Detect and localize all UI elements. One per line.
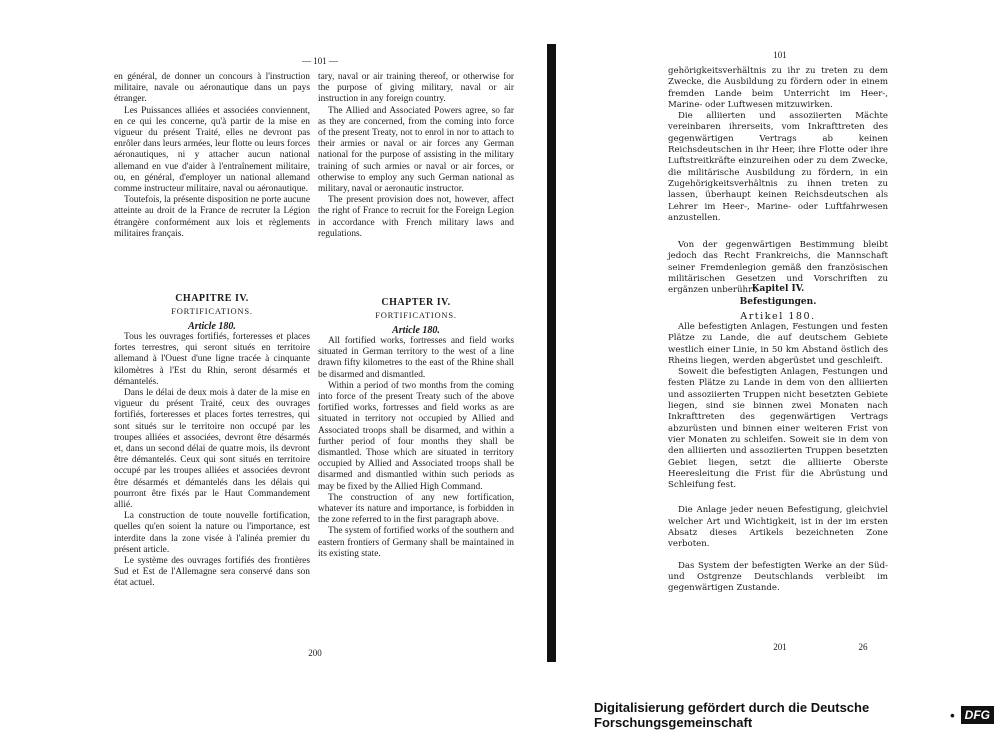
fr-top-paragraph: en général, de donner un concours à l'instruction militaire, navale ou aéronautique dans un pays étranger. bbox=[114, 72, 310, 105]
fr-article-paragraph: Le système des ouvrages fortifiés des frontières Sud et Est de l'Allemagne sera conservé dans son état actuel. bbox=[114, 556, 310, 589]
en-article-paragraph: Within a period of two months from the coming into force of the present Treaty such of the above fortified works, fortresses and field works as are situated in territory not occupied by Allied and Associated troops shall be disarmed, and within a further period of four months they shall be dismantled. Those which are situated in territory occupied by Allied and Associated troops shall be disarmed and dismantled within such periods as may be fixed by the Allied High Command. bbox=[318, 380, 514, 492]
de-article-paragraph: Die Anlage jeder neuen Befestigung, gleichviel welcher Art und Wichtigkeit, ist in der im ersten Absatz dieses Artikels bezeichneten Zone verboten. bbox=[668, 505, 888, 550]
fr-article-paragraph: Dans le délai de deux mois à dater de la mise en vigueur du présent Traité, ceux des ouvrages fortifiés, forteresses et places fortes terrestres, qui sont situés sur le territoire non occupé par les troupes alliées et associées, devront être désarmés et, dans un second délai de quatre mois, ils devront être démantelés. Ceux qui sont situés en territoire occupé par les troupes alliées et associées devront être désarmés et démantelés dans les délais qui pourront être fixés par le Haut Commandement allié. bbox=[114, 388, 310, 511]
left-page-footer-number: 200 bbox=[308, 648, 322, 658]
de-top-paragraph: gehörigkeitsverhältnis zu ihr zu treten zu dem Zwecke, die Ausbildung zu fördern oder in einem fremden Lande beim Unterricht im Heer-, Marine- oder Luftwesen mitzuwirken. bbox=[668, 66, 888, 110]
de-chapter bbox=[668, 284, 888, 595]
fr-article-title: Article 180. bbox=[188, 321, 236, 332]
fr-chapter bbox=[114, 293, 310, 590]
footer-text: Digitalisierung gefördert durch die Deutsche Forschungsgemeinschaft bbox=[594, 700, 870, 730]
en-chapter bbox=[318, 297, 514, 560]
right-page-header-number: 101 bbox=[773, 50, 787, 60]
en-article-paragraph: The construction of any new fortification, whatever its nature and importance, is forbidden in the zone referred to in the first paragraph above. bbox=[318, 492, 514, 526]
en-top-column bbox=[318, 72, 514, 240]
en-top-paragraph: The Allied and Associated Powers agree, so far as they are concerned, from the coming into force of the present Treaty, not to enrol in nor to attach to their armies or naval or air forces any German national for the purpose of assisting in the military training of such armies or naval or air forces, or otherwise to employ any such German national as military, naval or aeronautic instructor. bbox=[318, 105, 514, 195]
de-article-title: Artikel 180. bbox=[740, 311, 816, 322]
de-top-paragraph: Die alliierten und assoziierten Mächte vereinbaren ihrerseits, vom Inkrafttreten des gegenwärtigen Vertrags ab keinen Reichsdeutschen in ihr Heer, ihre Flotte oder ihre Luftstreitkräfte einzureihen oder zu dem Zwecke, die militärische Ausbildung zu fördern, in ein Zugehörigkeitsverhältnis zu ihnen treten zu lassen, überhaupt keinen Reichsdeutschen als Lehrer im Heer-, Marine- oder Luftfahrwesen anzustellen. bbox=[668, 111, 888, 223]
footer-bullet: • bbox=[950, 707, 955, 723]
de-article-paragraph: Alle befestigten Anlagen, Festungen und festen Plätze zu Lande, die auf deutschem Gebiete westlich einer Linie, in 50 km Abstand östlich des Rheins liegen, werden abgerüstet und geschleift. bbox=[668, 322, 888, 366]
de-article-paragraph: Das System der befestigten Werke an der Süd- und Ostgrenze Deutschlands verbleibt im gegenwärtigen Zustande. bbox=[668, 560, 888, 594]
fr-top-paragraph: Toutefois, la présente disposition ne porte aucune atteinte au droit de la France de recruter la Légion étrangère conformément aux lois et règlements militaires français. bbox=[114, 195, 310, 239]
fr-chapter-heading: CHAPITRE IV. bbox=[175, 293, 249, 304]
en-chapter-subheading: FORTIFICATIONS. bbox=[375, 310, 457, 320]
en-article-paragraph: All fortified works, fortresses and field works situated in German territory to the west of a line drawn fifty kilometres to the east of the Rhine shall be disarmed and dismantled. bbox=[318, 336, 514, 380]
de-chapter-heading: Kapitel IV. bbox=[751, 284, 805, 294]
en-article-paragraph: The system of fortified works of the southern and eastern frontiers of Germany shall be maintained in its existing state. bbox=[318, 526, 514, 559]
fr-article-paragraph: La construction de toute nouvelle fortification, quelles qu'en soient la nature ou l'importance, est interdite dans la zone visée à l'alinéa premier du présent article. bbox=[114, 511, 310, 555]
dfg-logo: DFG bbox=[961, 706, 994, 724]
de-top-paragraph: Von der gegenwärtigen Bestimmung bleibt jedoch das Recht Frankreichs, die Mannschaft seiner Fremdenlegion gemäß den französischen militärischen Gesetzen und Vorschriften zu ergänzen unberührt. bbox=[668, 240, 888, 296]
de-top-column bbox=[668, 66, 888, 297]
fr-top-paragraph: Les Puissances alliées et associées conviennent, en ce qui les concerne, qu'à partir de la mise en vigueur du présent Traité, elles ne devront pas enrôler dans leurs armées, leur flotte ou leurs forces aéronautiques, ni y attacher aucun national allemand en vue d'aider à l'entraînement militaire, ou, en général, d'employer un national allemand comme instructeur militaire, naval ou aéronautique. bbox=[114, 105, 310, 195]
de-article-paragraph: Soweit die befestigten Anlagen, Festungen und festen Plätze zu Lande in dem von den alliierten und assoziierten Truppen nicht besetzten Gebiete liegen, sind sie binnen zwei Monaten nach Inkrafttreten des gegenwärtigen Vertrags abzurüsten und binnen einer weiteren Frist von vier Monaten zu schleifen. Soweit sie in dem von den alliierten und assoziierten Truppen besetzten Gebiet liegen, setzt die alliierte Oberste Heeresleitung die Frist für die Abrüstung und Schleifung fest. bbox=[668, 367, 888, 491]
left-page-header-number: — 101 — bbox=[302, 56, 338, 66]
en-top-paragraph: The present provision does not, however, affect the right of France to recruit for the Foreign Legion in accordance with French military laws and regulations. bbox=[318, 195, 514, 239]
en-top-paragraph: tary, naval or air training thereof, or otherwise for the purpose of giving military, naval or air instruction in any foreign country. bbox=[318, 72, 514, 105]
right-page-footer-right-number: 26 bbox=[858, 642, 868, 652]
right-page-footer-left-number: 201 bbox=[773, 642, 787, 652]
fr-article-paragraph: Tous les ouvrages fortifiés, forteresses et places fortes terrestres, qui seront situés en territoire allemand à l'Ouest d'une ligne tracée à cinquante kilomètres à l'Est du Rhin, seront désarmés et démantelés. bbox=[114, 332, 310, 387]
book-gutter bbox=[547, 44, 556, 662]
digitization-footer bbox=[594, 700, 1000, 730]
fr-chapter-subheading: FORTIFICATIONS. bbox=[171, 306, 253, 316]
fr-top-column bbox=[114, 72, 310, 240]
en-chapter-heading: CHAPTER IV. bbox=[381, 297, 451, 308]
en-article-title: Article 180. bbox=[392, 325, 440, 336]
de-chapter-subheading: Befestigungen. bbox=[739, 297, 817, 307]
